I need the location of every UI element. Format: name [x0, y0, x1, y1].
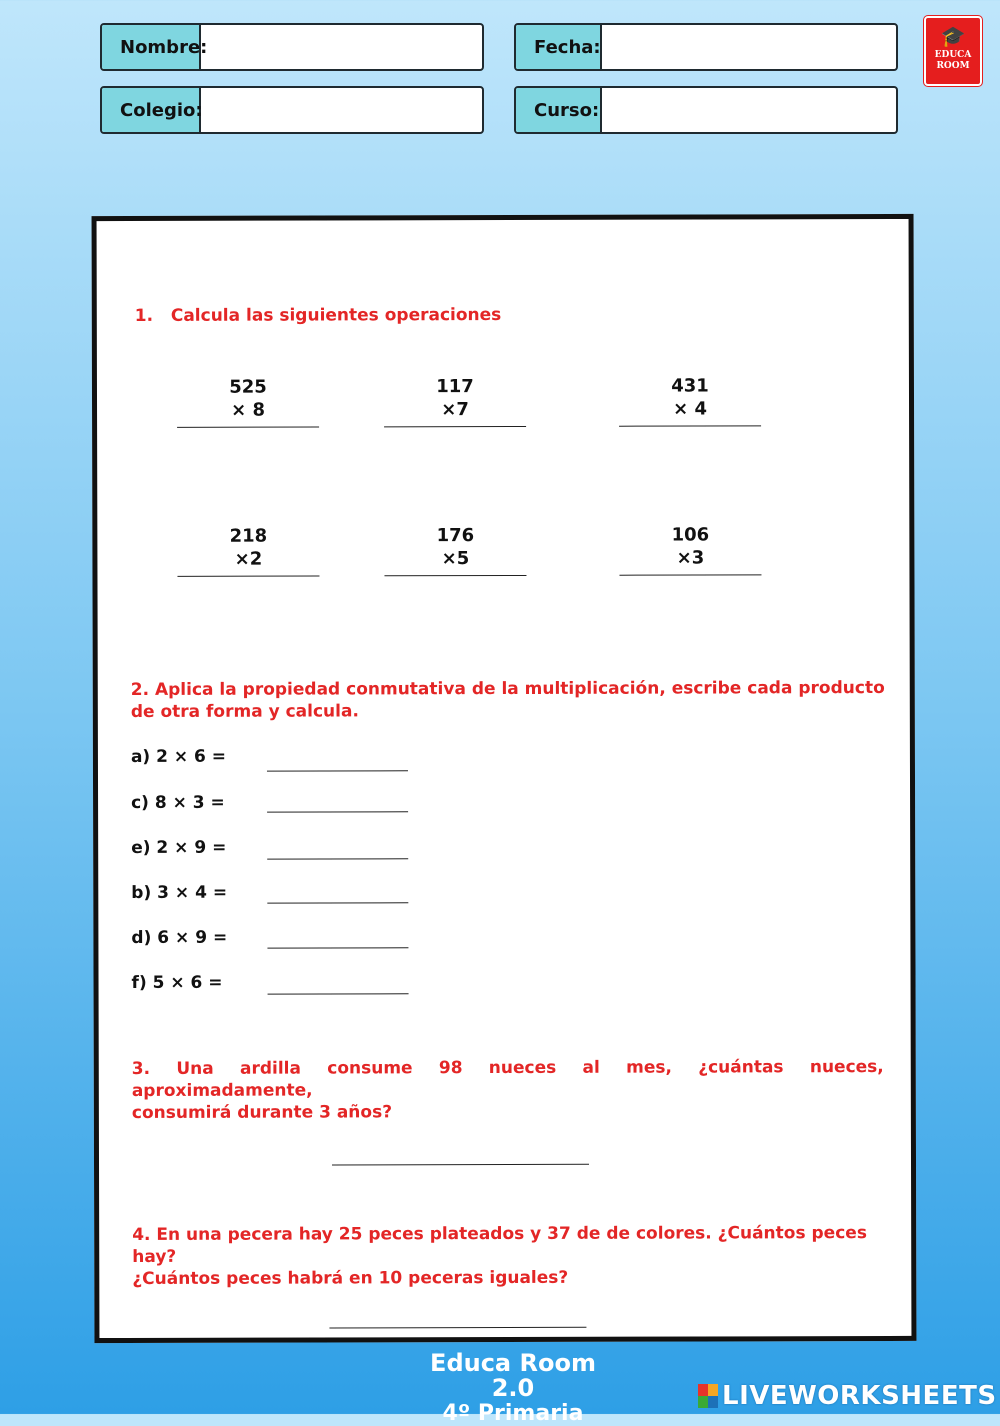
- q2-title-line1: 2. Aplica la propiedad conmutativa de la multiplicación, escribe cada producto: [130, 678, 885, 700]
- liveworksheets-brand: [698, 1381, 997, 1411]
- school-label: Colegio:: [102, 88, 201, 132]
- op-top: 106: [671, 524, 710, 546]
- op-answer-line[interactable]: [177, 575, 319, 576]
- op-bottom: ×3: [676, 547, 705, 569]
- q1-operation: [384, 524, 526, 576]
- q2-item: e) 2 × 9 =: [131, 837, 227, 858]
- name-input[interactable]: [201, 25, 482, 69]
- op-bottom: ×2: [234, 548, 263, 570]
- q2-answer-line[interactable]: [267, 947, 408, 948]
- q2-answer-line[interactable]: [267, 858, 408, 859]
- q2-item: d) 6 × 9 =: [131, 927, 228, 948]
- q3-line2: consumirá durante 3 años?: [131, 1102, 393, 1123]
- q3-title: [132, 1056, 884, 1124]
- op-top: 525: [229, 376, 267, 398]
- q2-item: f) 5 × 6 =: [131, 972, 223, 993]
- footer-title: [408, 1351, 618, 1426]
- op-top: 176: [436, 525, 475, 547]
- op-top: 431: [671, 375, 709, 397]
- name-field-box: [100, 23, 484, 71]
- op-bottom: × 4: [673, 398, 707, 420]
- q1-operation: [619, 374, 761, 426]
- op-top: 218: [229, 525, 268, 547]
- school-field-box: [100, 86, 484, 134]
- date-field-box: [514, 23, 898, 71]
- q1-operation: [619, 523, 761, 575]
- school-input[interactable]: [201, 88, 482, 132]
- q2-answer-line[interactable]: [268, 993, 409, 994]
- q4-answer-line[interactable]: [329, 1327, 586, 1329]
- q2-item: b) 3 × 4 =: [131, 882, 228, 903]
- q4-line1: 4. En una pecera hay 25 peces plateados y 37 de de colores. ¿Cuántos peces hay?: [132, 1223, 867, 1267]
- date-label: Fecha:: [516, 25, 602, 69]
- worksheet-sheet: [92, 214, 917, 1343]
- op-bottom: ×5: [441, 548, 470, 570]
- liveworksheets-logo-icon: [698, 1384, 718, 1408]
- q4-title: [132, 1222, 892, 1290]
- op-bottom: × 8: [231, 399, 265, 421]
- footer-line2: 4º Primaria: [442, 1401, 584, 1426]
- graduation-cap-icon: 🎓: [940, 24, 966, 48]
- q1-operation: [384, 375, 526, 427]
- course-input[interactable]: [602, 88, 896, 132]
- footer-line1: Educa Room 2.0: [430, 1349, 596, 1402]
- name-label: Nombre:: [102, 25, 201, 69]
- q2-title-line2: de otra forma y calcula.: [130, 701, 359, 722]
- op-answer-line[interactable]: [177, 426, 319, 427]
- q3-line1: 3. Una ardilla consume 98 nueces al mes, ¿cuántas nueces, aproximadamente,: [131, 1057, 884, 1101]
- op-answer-line[interactable]: [619, 574, 761, 575]
- q4-line2: ¿Cuántos peces habrá en 10 peceras iguales?: [132, 1267, 569, 1289]
- date-input[interactable]: [602, 25, 896, 69]
- q2-answer-line[interactable]: [267, 770, 408, 771]
- q2-answer-line[interactable]: [267, 811, 408, 812]
- op-answer-line[interactable]: [384, 426, 526, 427]
- course-field-box: [514, 86, 898, 134]
- q2-item: a) 2 × 6 =: [130, 746, 227, 767]
- logo-text: EDUCA ROOM: [934, 50, 972, 71]
- q2-item: c) 8 × 3 =: [131, 792, 225, 813]
- q2-title: [131, 677, 891, 723]
- q1-title: 1. Calcula las siguientes operaciones: [134, 305, 502, 326]
- q1-operation: [177, 524, 319, 576]
- op-answer-line[interactable]: [619, 425, 761, 426]
- liveworksheets-wordmark: LIVEWORKSHEETS: [722, 1381, 997, 1411]
- q1-operation: [177, 375, 319, 427]
- course-label: Curso:: [516, 88, 602, 132]
- q2-answer-line[interactable]: [267, 902, 408, 903]
- educa-room-logo: [924, 16, 982, 86]
- q3-answer-line[interactable]: [332, 1164, 589, 1166]
- op-bottom: ×7: [441, 399, 469, 421]
- op-answer-line[interactable]: [384, 575, 526, 576]
- op-top: 117: [436, 376, 474, 398]
